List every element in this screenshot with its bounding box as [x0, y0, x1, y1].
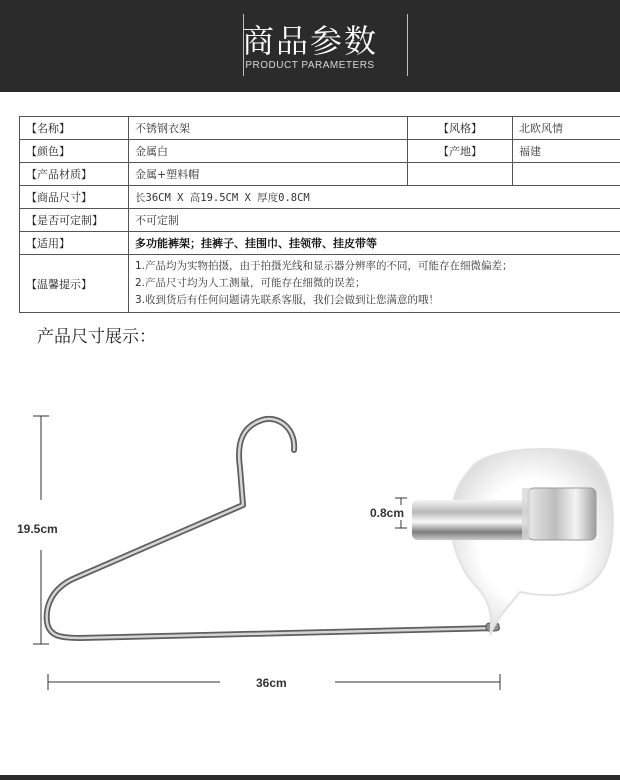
- table-row: [20, 163, 620, 186]
- param-label: 【适用】: [20, 232, 129, 255]
- zoom-bubble: [412, 449, 613, 635]
- param-value: 金属白: [129, 140, 408, 163]
- table-row: [20, 209, 620, 232]
- header-subtitle: PRODUCT PARAMETERS: [245, 60, 375, 71]
- tip-line: 1.产品均为实物拍摄，由于拍摄光线和显示器分辨率的不同，可能存在细微偏差；: [135, 260, 513, 272]
- param-value: 北欧风情: [513, 117, 620, 140]
- table-row: [20, 232, 620, 255]
- param-value: 福建: [513, 140, 620, 163]
- thickness-label: 0.8cm: [370, 506, 405, 520]
- tip-line: 3.收到货后有任何问题请先联系客服，我们会做到让您满意的哦！: [135, 294, 440, 306]
- param-label: 【是否可定制】: [20, 209, 129, 232]
- param-value: 多功能裤架；挂裤子、挂围巾、挂领带、挂皮带等: [129, 232, 620, 255]
- section-title: 产品尺寸展示：: [37, 327, 156, 347]
- tip-line: 2.产品尺寸均为人工测量，可能存在细微的误差；: [135, 277, 366, 289]
- empty-cell: [408, 163, 513, 186]
- param-label: 【产地】: [408, 140, 513, 163]
- table-row: [20, 117, 620, 140]
- param-label: 【商品尺寸】: [20, 186, 129, 209]
- param-label: 【温馨提示】: [20, 255, 129, 313]
- header-banner: [0, 0, 620, 92]
- param-value: 不可定制: [129, 209, 620, 232]
- height-label: 19.5cm: [17, 522, 58, 536]
- param-value: 不锈钢衣架: [129, 117, 408, 140]
- param-label: 【名称】: [20, 117, 129, 140]
- table-row: [20, 255, 620, 313]
- header-title: 商品参数: [241, 22, 378, 60]
- empty-cell: [513, 163, 620, 186]
- param-label: 【风格】: [408, 117, 513, 140]
- param-label: 【产品材质】: [20, 163, 129, 186]
- hanger-diagram: [0, 360, 620, 760]
- table-row: [20, 140, 620, 163]
- tips-cell: [129, 255, 620, 313]
- param-value: 长36CM X 高19.5CM X 厚度0.8CM: [129, 186, 620, 209]
- params-table: [19, 116, 620, 313]
- length-label: 36cm: [256, 676, 287, 690]
- table-row: [20, 186, 620, 209]
- param-label: 【颜色】: [20, 140, 129, 163]
- param-value: 金属+塑料帽: [129, 163, 408, 186]
- footer-bar: [0, 775, 620, 780]
